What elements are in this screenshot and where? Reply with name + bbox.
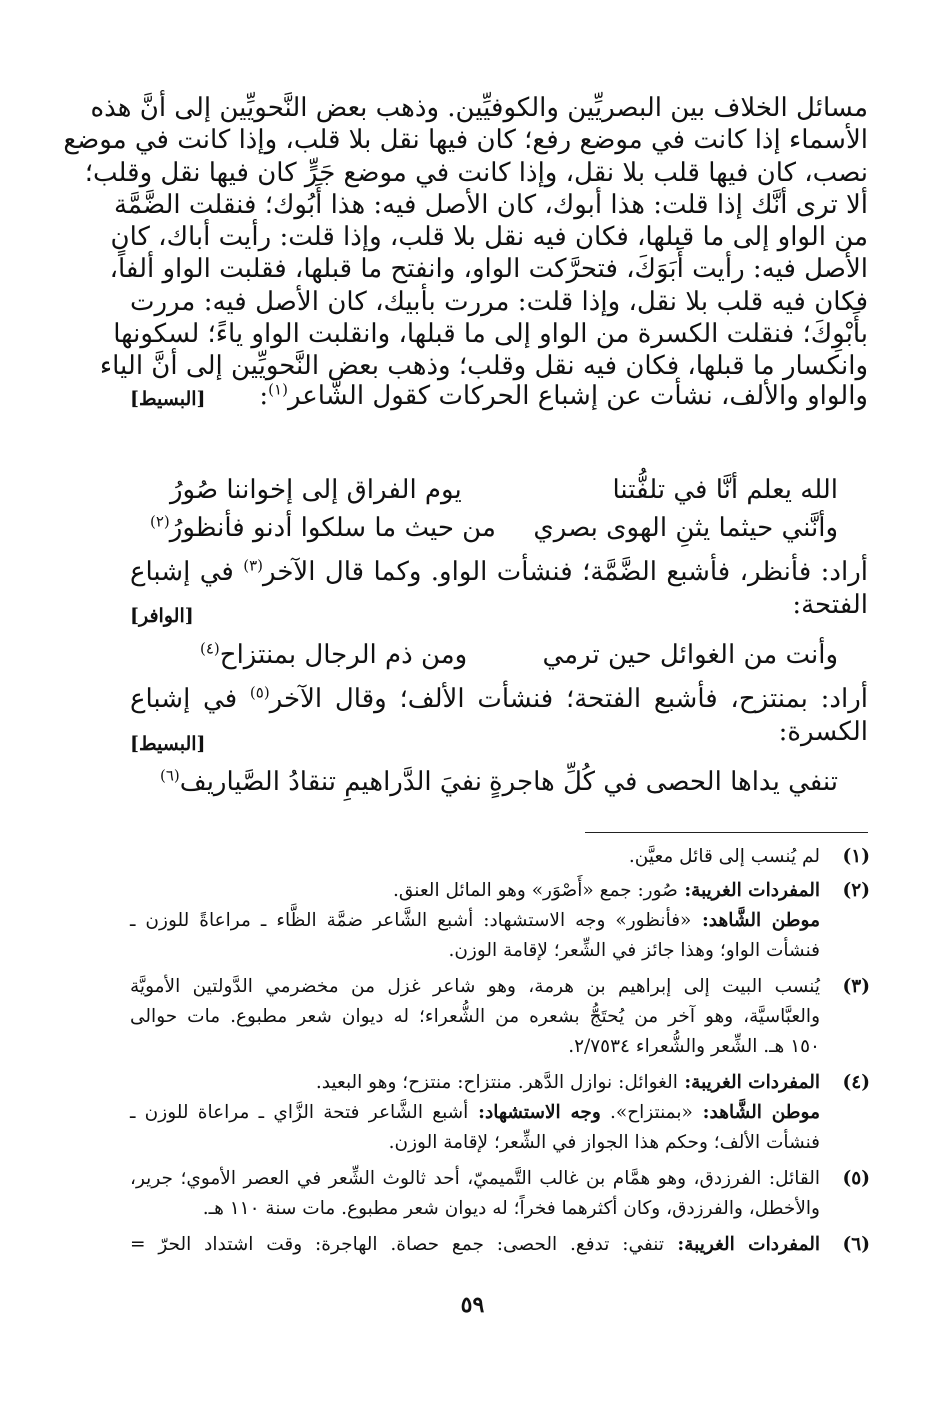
footnote bbox=[130, 1164, 870, 1224]
footnote bbox=[130, 876, 870, 966]
footnote-line: فنشأت الألف؛ وحكم هذا الجواز في الشِّعر؛ لإقامة الوزن. bbox=[388, 1132, 820, 1153]
footnote bbox=[130, 1068, 870, 1158]
footnote-number: (٥) bbox=[842, 1168, 870, 1189]
footnote-ref: (٣) bbox=[243, 556, 263, 575]
footnote-line: المفردات الغريبة: الغوائل: نوازل الدَّهر. منتزاح: منتزح؛ وهو البعيد. bbox=[315, 1072, 820, 1093]
verse-hemistich: الله يعلم أنَّا في تلفُّتنا bbox=[612, 475, 838, 505]
footnotes bbox=[130, 842, 870, 1260]
verse-hemistich: وأنت من الغوائل حين ترمي bbox=[542, 640, 838, 670]
meter-label: [البسيط] bbox=[130, 733, 206, 755]
text-line: من الواو إلى ما قبلها، فكان فيه نقل بلا قلب، وإذا قلت: رأيت أباك، كان bbox=[110, 222, 868, 253]
text-line: نصب، كان فيها قلب بلا نقل، وإذا كانت في موضع جَرٍّ كان فيها نقل وقلب؛ bbox=[84, 157, 868, 188]
text-line: مسائل الخلاف بين البصريِّين والكوفيِّين. وذهب بعض النَّحويِّين إلى أنَّ هذه bbox=[90, 93, 868, 123]
text-line: أراد: بمنتزح، فأشبع الفتحة؛ فنشأت الألف؛ وقال الآخر$^{(٥)}$ في إشباع bbox=[130, 683, 868, 714]
footnote-line: والعبَّاسيَّة، وهو آخر من يُحتَجُّ بشعره من الشُّعراء؛ له ديوان شعر مطبوع. مات حوالى bbox=[130, 1006, 820, 1027]
text-line: بأَبْوِكَ؛ فنقلت الكسرة من الواو إلى ما قبلها، وانقلبت الواو ياءً؛ لسكونها bbox=[113, 319, 868, 350]
footnote-line: المفردات الغريبة: تنفي: تدفع. الحصى: جمع حصاة. الهاجرة: وقت اشتداد الحرّ = bbox=[130, 1234, 820, 1255]
footnote-number: (٢) bbox=[842, 880, 870, 901]
meter-label: [البسيط] bbox=[130, 388, 206, 410]
footnote-number: (٦) bbox=[842, 1234, 870, 1255]
page-number: ٥٩ bbox=[460, 1292, 485, 1318]
footnote-line: المفردات الغريبة: صُور: جمع «أَصْوَر» وهو المائل العنق. bbox=[392, 880, 820, 901]
verse-hemistich: وأنَّني حيثما يثنِ الهوى بصري bbox=[533, 513, 838, 543]
footnote bbox=[130, 1230, 870, 1260]
text-line: الأصل فيه: رأيت أَبَوَكَ، فتحرَّكت الواو، وانفتح ما قبلها، فقلبت الواو ألفاً، bbox=[109, 254, 868, 285]
verse-hemistich: تنفي يداها الحصى في كُلِّ هاجرةٍ bbox=[489, 767, 838, 797]
text-line: والواو والألف، نشأت عن إشباع الحركات كقول الشَّاعر$^{(١)}$: bbox=[259, 380, 868, 411]
text-line: الأسماء إذا كانت في موضع رفع؛ كان فيها نقل بلا قلب، وإذا كانت في موضع bbox=[63, 125, 868, 156]
verse bbox=[130, 513, 868, 547]
text-line: الكسرة: bbox=[778, 717, 868, 747]
footnote-line: فنشأت الواو؛ وهذا جائز في الشِّعر؛ لإقامة الوزن. bbox=[448, 940, 820, 961]
footnote-line: لم يُنسب إلى قائل معيَّن. bbox=[628, 846, 820, 867]
footnote bbox=[130, 972, 870, 1062]
footnote bbox=[130, 842, 870, 872]
footnote-number: (١) bbox=[842, 846, 870, 867]
verse bbox=[130, 767, 868, 801]
text-line: أراد: فأنظر، فأشبع الضَّمَّة؛ فنشأت الواو. وكما قال الآخر$^{(٣)}$ في إشباع bbox=[130, 556, 869, 587]
verse-hemistich: من حيث ما سلكوا أدنو فأنظورُ$^{(٢)}$ bbox=[150, 512, 496, 543]
footnote-ref: (٦) bbox=[160, 766, 180, 785]
footnote-line: ١٥٠ هـ. الشِّعر والشُّعراء ٢/٧٥٣٤. bbox=[568, 1036, 820, 1057]
verse bbox=[130, 640, 868, 674]
main-text bbox=[63, 92, 868, 383]
footnote-number: (٤) bbox=[842, 1072, 870, 1093]
footnote-ref: (٥) bbox=[249, 683, 270, 702]
footnote-ref: (٤) bbox=[200, 639, 220, 658]
footnote-ref: (٢) bbox=[150, 512, 170, 531]
footnote-line: موطن الشَّاهد: «فأنظور» وجه الاستشهاد: أشبع الشَّاعر ضمَّة الظَّاء ـ مراعاةً للوزن ـ bbox=[130, 910, 820, 931]
text-line: وانكسار ما قبلها، فكان فيه نقل وقلب؛ وذهب بعض النَّحويِّين إلى أنَّ الياء bbox=[99, 351, 868, 382]
verse bbox=[130, 475, 868, 509]
footnote-line: والأخطل، والفرزدق، وكان أكثرهما فخراً؛ له ديوان شعر مطبوع. مات سنة ١١٠ هـ. bbox=[202, 1198, 820, 1219]
footnote-ref: (١) bbox=[268, 380, 288, 399]
meter-label: [الوافر] bbox=[130, 605, 194, 627]
text-line: ألا ترى أنَّك إذا قلت: هذا أبوك، كان الأصل فيه: هذا أَبُوك؛ فنقلت الضَّمَّة bbox=[113, 189, 868, 220]
footnote-line: القائل: الفرزدق، وهو همَّام بن غالب التَّميميّ، أحد ثالوث الشِّعر في العصر الأموي؛ جرير، bbox=[130, 1168, 820, 1189]
footnote-number: (٣) bbox=[842, 976, 870, 997]
verse-hemistich: نفيَ الدَّراهيمِ تنقادُ الصَّياريف$^{(٦)}$ bbox=[160, 766, 482, 797]
footnote-line: موطن الشَّاهد: «بمنتزاح». وجه الاستشهاد: أشبع الشَّاعر فتحة الزَّاي ـ مراعاة للوزن ـ bbox=[130, 1102, 821, 1123]
footnote-divider bbox=[585, 832, 868, 833]
footnote-line: يُنسب البيت إلى إبراهيم بن هرمة، وهو شاعر غزل من مخضرمي الدَّولتين الأمويَّة bbox=[130, 976, 820, 997]
verse-hemistich: ومن ذم الرجال بمنتزاح$^{(٤)}$ bbox=[200, 639, 468, 670]
verse-hemistich: يوم الفراق إلى إخواننا صُورُ bbox=[170, 475, 462, 505]
text-line: فكان فيه قلب بلا نقل، وإذا قلت: مررت بأبيك، كان الأصل فيه: مررت bbox=[130, 286, 868, 317]
text-line: الفتحة: bbox=[792, 590, 868, 620]
